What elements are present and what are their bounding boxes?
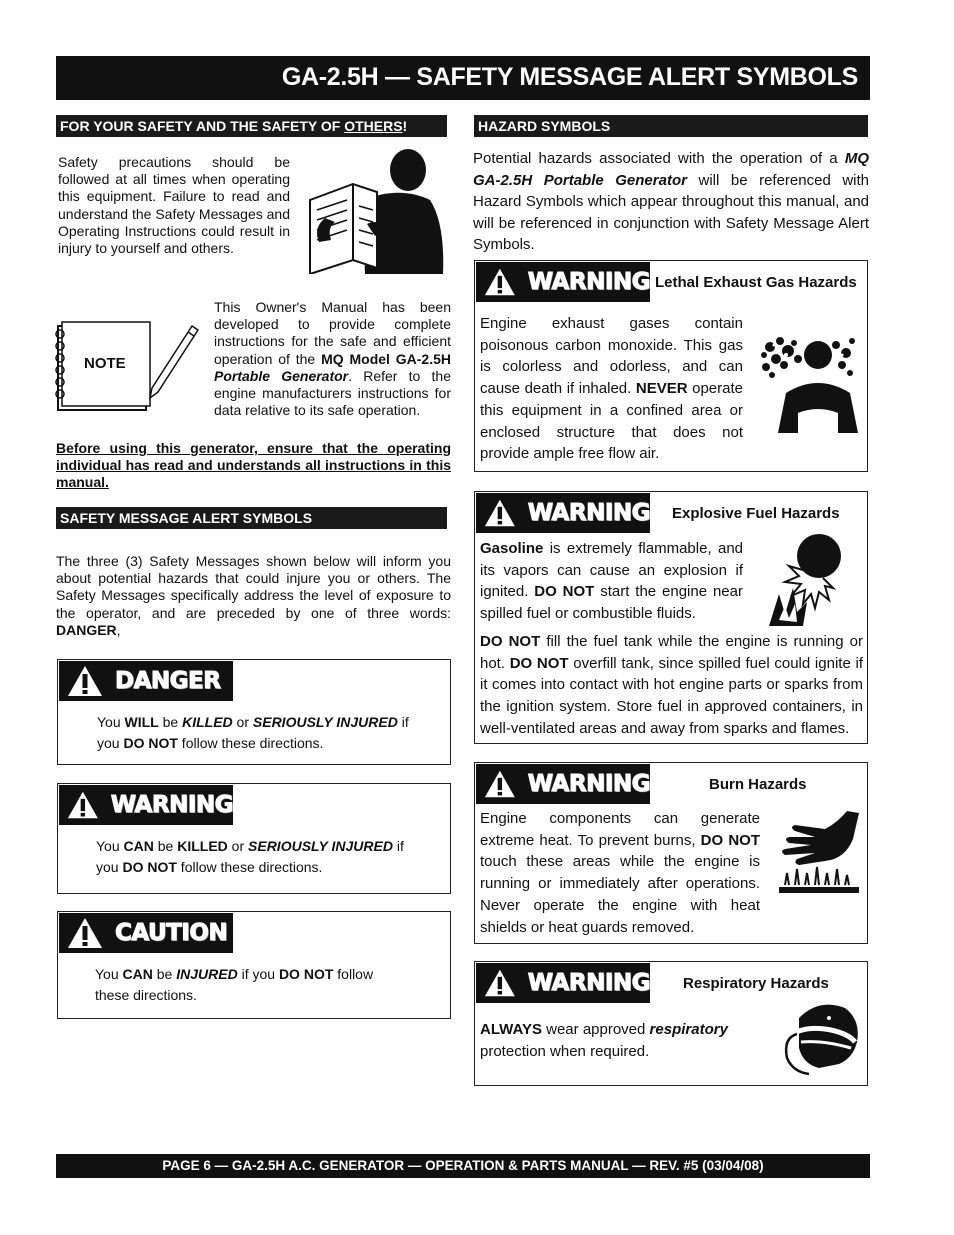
alert-text-end: , [116, 621, 121, 638]
exhaust-b1: NEVER [635, 380, 688, 398]
respiratory-warning-word: WARNING [527, 970, 650, 996]
manual-text-1: This Owner's Manual has been developed to provide complete instructions for the safe and efficient operation of the [214, 299, 451, 367]
caution-bi1: INJURED [176, 966, 238, 982]
alert-triangle-icon [67, 665, 103, 697]
warning-text [96, 836, 404, 878]
fuel-b2: DO NOT [534, 583, 595, 601]
fuel-b3: DO NOT [480, 633, 541, 650]
alert-triangle-icon [67, 789, 99, 821]
before-using-notice: Before using this generator, ensure that the operating individual has read and understands all instructions in this manual. [56, 440, 451, 491]
fuel-b4: DO NOT [509, 654, 569, 672]
warning-word: WARNING [110, 792, 233, 818]
fuel-signal-word [476, 493, 650, 533]
danger-t3: or [232, 714, 253, 730]
safety-heading-text: FOR YOUR SAFETY AND THE SAFETY OF [60, 118, 345, 134]
alert-paragraph [56, 553, 451, 639]
page-title: GA-2.5H — SAFETY MESSAGE ALERT SYMBOLS [56, 56, 870, 100]
warning-t4: if [392, 838, 404, 854]
explosion-icon [763, 532, 853, 628]
hazard-symbols-heading: HAZARD SYMBOLS [474, 115, 868, 137]
caution-signal-word [59, 913, 233, 953]
warning-box [57, 783, 451, 894]
hazard-intro-1: Potential hazards associated with the operation of a [473, 150, 845, 167]
fuel-warning-word: WARNING [527, 500, 650, 526]
burn-hazard-text [480, 808, 760, 938]
respiratory-t2: protection when required. [480, 1043, 650, 1060]
danger-b1: WILL [124, 714, 159, 730]
burn-b1: DO NOT [700, 831, 760, 849]
warning-signal-word [59, 785, 233, 825]
danger-text [97, 712, 409, 754]
danger-t1: You [97, 714, 125, 730]
fuel-hazard-text-1 [480, 538, 743, 625]
alert-danger-word: DANGER [56, 621, 117, 638]
note-label: NOTE [84, 355, 126, 372]
alert-triangle-icon [484, 266, 516, 298]
toxic-fumes-icon [758, 333, 858, 433]
danger-b2: DO NOT [123, 735, 178, 751]
caution-t2: be [152, 966, 177, 982]
manual-model: MQ Model GA-2.5H [321, 350, 452, 367]
fuel-t1: is extremely flammable, and its vapors can cause an explosion if ignited. [480, 540, 743, 601]
respirator-mask-icon [779, 998, 861, 1078]
manual-paragraph [214, 299, 451, 419]
exhaust-signal-word [476, 262, 650, 302]
alert-triangle-icon [484, 768, 516, 800]
respiratory-b1: ALWAYS [480, 1021, 542, 1038]
safety-heading-suffix: ! [402, 118, 408, 134]
alert-triangle-icon [484, 967, 516, 999]
exhaust-warning-word: WARNING [527, 269, 650, 295]
fuel-t4: overfill tank, since spilled fuel could ignite if it comes into contact with hot engine parts or sparks from the ignition system. Store fuel in approved containers, in well-ventilated areas and away from sparks and flames. [480, 654, 863, 737]
fuel-t3: fill the fuel tank while the engine is running or hot. [480, 633, 863, 672]
danger-bi1: KILLED [182, 714, 233, 730]
caution-t1: You [95, 966, 123, 982]
fuel-hazard-box [474, 491, 868, 744]
danger-signal-word [59, 661, 233, 701]
respiratory-bi1: respiratory [649, 1021, 728, 1038]
caution-t3: if you [237, 966, 279, 982]
warning-b3: DO NOT [122, 859, 177, 875]
fuel-hazard-text-2 [480, 631, 863, 740]
caution-text [95, 964, 373, 1006]
hazard-intro-2: will be referenced with Hazard Symbols which appear throughout this manual, and will be referenced in conjunction with Safety Message Alert Symbols. [473, 171, 869, 253]
danger-box [57, 659, 451, 765]
warning-t3: or [227, 838, 249, 854]
alert-text: The three (3) Safety Messages shown below will inform you about potential hazards that could injure you or others. The Safety Messages specifically address the level of exposure to the operator, and are preceded by one of three words: [56, 553, 451, 621]
burn-t2: touch these areas while the engine is running or immediately after operations. Never operate the engine with heat shields or heat guards removed. [480, 853, 760, 936]
exhaust-hazard-box [474, 260, 868, 472]
respiratory-t1: wear approved [541, 1021, 650, 1038]
safety-heading [56, 115, 447, 137]
respiratory-hazard-title: Respiratory Hazards [683, 975, 829, 992]
hazard-intro [473, 148, 869, 256]
danger-t2: be [158, 714, 183, 730]
caution-b1: CAN [122, 966, 153, 982]
danger-bi2: SERIOUSLY INJURED [252, 714, 398, 730]
burn-signal-word [476, 764, 650, 804]
danger-word: DANGER [115, 668, 221, 694]
safety-paragraph: Safety precautions should be followed at all times when operating this equipment. Failure to read and understand the Safety Messages and Operating Instructions could result in injury to yourself and others. [58, 154, 290, 257]
alert-symbols-heading: SAFETY MESSAGE ALERT SYMBOLS [56, 507, 447, 529]
danger-t5: you [97, 735, 124, 751]
fuel-t2: start the engine near spilled fuel or combustible fluids. [480, 583, 743, 623]
page-footer: PAGE 6 — GA-2.5H A.C. GENERATOR — OPERATION & PARTS MANUAL — REV. #5 (03/04/08) [56, 1154, 870, 1178]
warning-t5: you [96, 859, 123, 875]
manual-product: Portable Generator [214, 367, 349, 384]
alert-triangle-icon [67, 917, 103, 949]
burn-hazard-box [474, 762, 868, 944]
warning-t6: follow these directions. [176, 859, 323, 875]
warning-b2: KILLED [177, 838, 228, 854]
caution-t5: these directions. [95, 987, 197, 1003]
danger-t6: follow these directions. [177, 735, 324, 751]
fuel-b1: Gasoline [480, 540, 544, 557]
warning-t1: You [96, 838, 124, 854]
manual-text-2: . Refer to the engine manufacturers instructions for data relative to its safe operation. [214, 367, 451, 419]
warning-t2: be [153, 838, 178, 854]
hot-surface-hand-icon [775, 809, 865, 899]
safety-heading-underline: OTHERS [344, 118, 403, 134]
exhaust-hazard-text [480, 313, 743, 465]
alert-triangle-icon [484, 497, 516, 529]
exhaust-hazard-title: Lethal Exhaust Gas Hazards [655, 274, 857, 291]
burn-hazard-title: Burn Hazards [709, 776, 807, 793]
respiratory-hazard-box [474, 961, 868, 1086]
hazard-intro-product: MQ GA-2.5H Portable Generator [473, 150, 869, 189]
caution-b2: DO NOT [278, 966, 334, 982]
respiratory-hazard-text [480, 1019, 770, 1063]
danger-t4: if [397, 714, 409, 730]
caution-word: CAUTION [115, 920, 228, 946]
warning-b1: CAN [123, 838, 154, 854]
burn-t1: Engine components can generate extreme heat. To prevent burns, [480, 810, 760, 849]
fuel-hazard-title: Explosive Fuel Hazards [672, 505, 840, 522]
exhaust-t2: operate this equipment in a confined area or enclosed structure that does not provide ample free flow air. [480, 380, 744, 463]
exhaust-t1: Engine exhaust gases contain poisonous carbon monoxide. This gas is colorless and odorless, and can cause death if inhaled. [480, 315, 743, 398]
respiratory-signal-word [476, 963, 650, 1003]
person-reading-icon [305, 148, 455, 274]
warning-bi1: SERIOUSLY INJURED [248, 838, 393, 854]
caution-t4: follow [333, 966, 374, 982]
caution-box [57, 911, 451, 1019]
burn-warning-word: WARNING [527, 771, 650, 797]
